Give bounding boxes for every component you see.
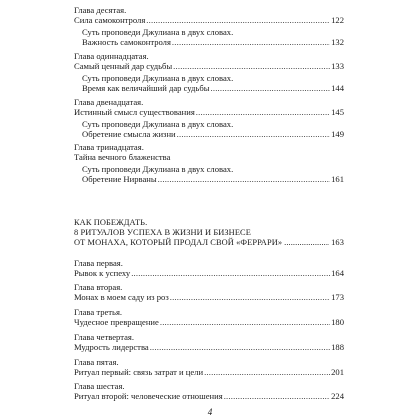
toc-subentry[interactable]: Суть проповеди Джулиана в двух словах. [82,73,234,84]
page-number: 149 [331,128,344,139]
toc-entry[interactable]: Монах в моем саду из роз ..... 173 [74,293,344,303]
toc2-block-6 [74,382,344,401]
page-number: 161 [331,173,344,184]
toc-subentry[interactable]: Суть проповеди Джулиана в двух словах. [82,164,234,175]
toc-entry[interactable]: Чудесное превращение ..... 180 [74,318,344,328]
page-number: 164 [331,267,344,278]
toc-subentry[interactable]: Обретение Нирваны ..... 161 [74,175,344,185]
page-folio: 4 [207,407,213,417]
page-number: 122 [331,14,344,25]
toc-subentry[interactable]: Обретение смысла жизни ..... 149 [74,130,344,140]
toc-chapter-heading: Глава тринадцатая. [74,142,144,152]
section-heading[interactable]: КАК ПОБЕЖДАТЬ. 8 РИТУАЛОВ УСПЕХА В ЖИЗНИ И БИЗНЕСЕ ОТ МОНАХА, КОТОРЫЙ ПРОДАЛ СВОЙ «ФЕРРАРИ» ..... 163 [74,218,344,247]
toc-entry[interactable]: Самый ценный дар судьбы ..... 133 [74,62,344,72]
page-number: 224 [331,390,344,401]
page-number: 188 [331,341,344,352]
toc-block-4 [74,143,344,184]
toc-subentry[interactable]: Суть проповеди Джулиана в двух словах. [82,27,234,38]
toc-block-2 [74,52,344,93]
toc2-block-2 [74,283,344,302]
toc2-block-3 [74,308,344,327]
toc-chapter-heading: Глава десятая. [74,5,127,15]
toc-block-1 [74,6,344,47]
page-number: 144 [331,82,344,93]
toc-entry[interactable]: Истинный смысл существования ..... 145 [74,108,344,118]
page-number: 163 [331,237,344,247]
toc-entry[interactable]: Рывок к успеху ..... 164 [74,269,344,279]
toc-chapter-heading: Глава одиннадцатая. [74,51,149,61]
page-number: 201 [331,366,344,377]
toc-chapter-heading: Глава двенадцатая. [74,97,144,107]
page-number: 133 [331,60,344,71]
toc-chapter-heading: Глава шестая. [74,381,125,391]
toc-entry[interactable]: Сила самоконтроля ..... 122 [74,16,344,26]
toc-chapter-heading: Глава третья. [74,307,123,317]
page-number: 145 [331,106,344,117]
page-number: 173 [331,291,344,302]
toc2-block-5 [74,358,344,377]
page-number: 132 [331,36,344,47]
page-number: 180 [331,316,344,327]
toc-entry[interactable]: Ритуал первый: связь затрат и цели ..... 201 [74,368,344,378]
toc2-block-4 [74,333,344,352]
toc-chapter-heading: Глава четвертая. [74,332,135,342]
toc-subentry[interactable]: Суть проповеди Джулиана в двух словах. [82,119,234,130]
toc-chapter-title: Тайна вечного блаженства [74,151,171,162]
toc-subentry[interactable]: Время как величайший дар судьбы ..... 144 [74,84,344,94]
toc-entry[interactable]: Мудрость лидерства ..... 188 [74,343,344,353]
toc-subentry[interactable]: Важность самоконтроля ..... 132 [74,38,344,48]
toc-chapter-heading: Глава вторая. [74,282,123,292]
toc-block-3 [74,98,344,139]
toc-chapter-heading: Глава первая. [74,258,123,268]
toc-entry[interactable]: Ритуал второй: человеческие отношения ..... 224 [74,392,344,402]
toc-chapter-heading: Глава пятая. [74,357,119,367]
toc2-block-1 [74,259,344,278]
